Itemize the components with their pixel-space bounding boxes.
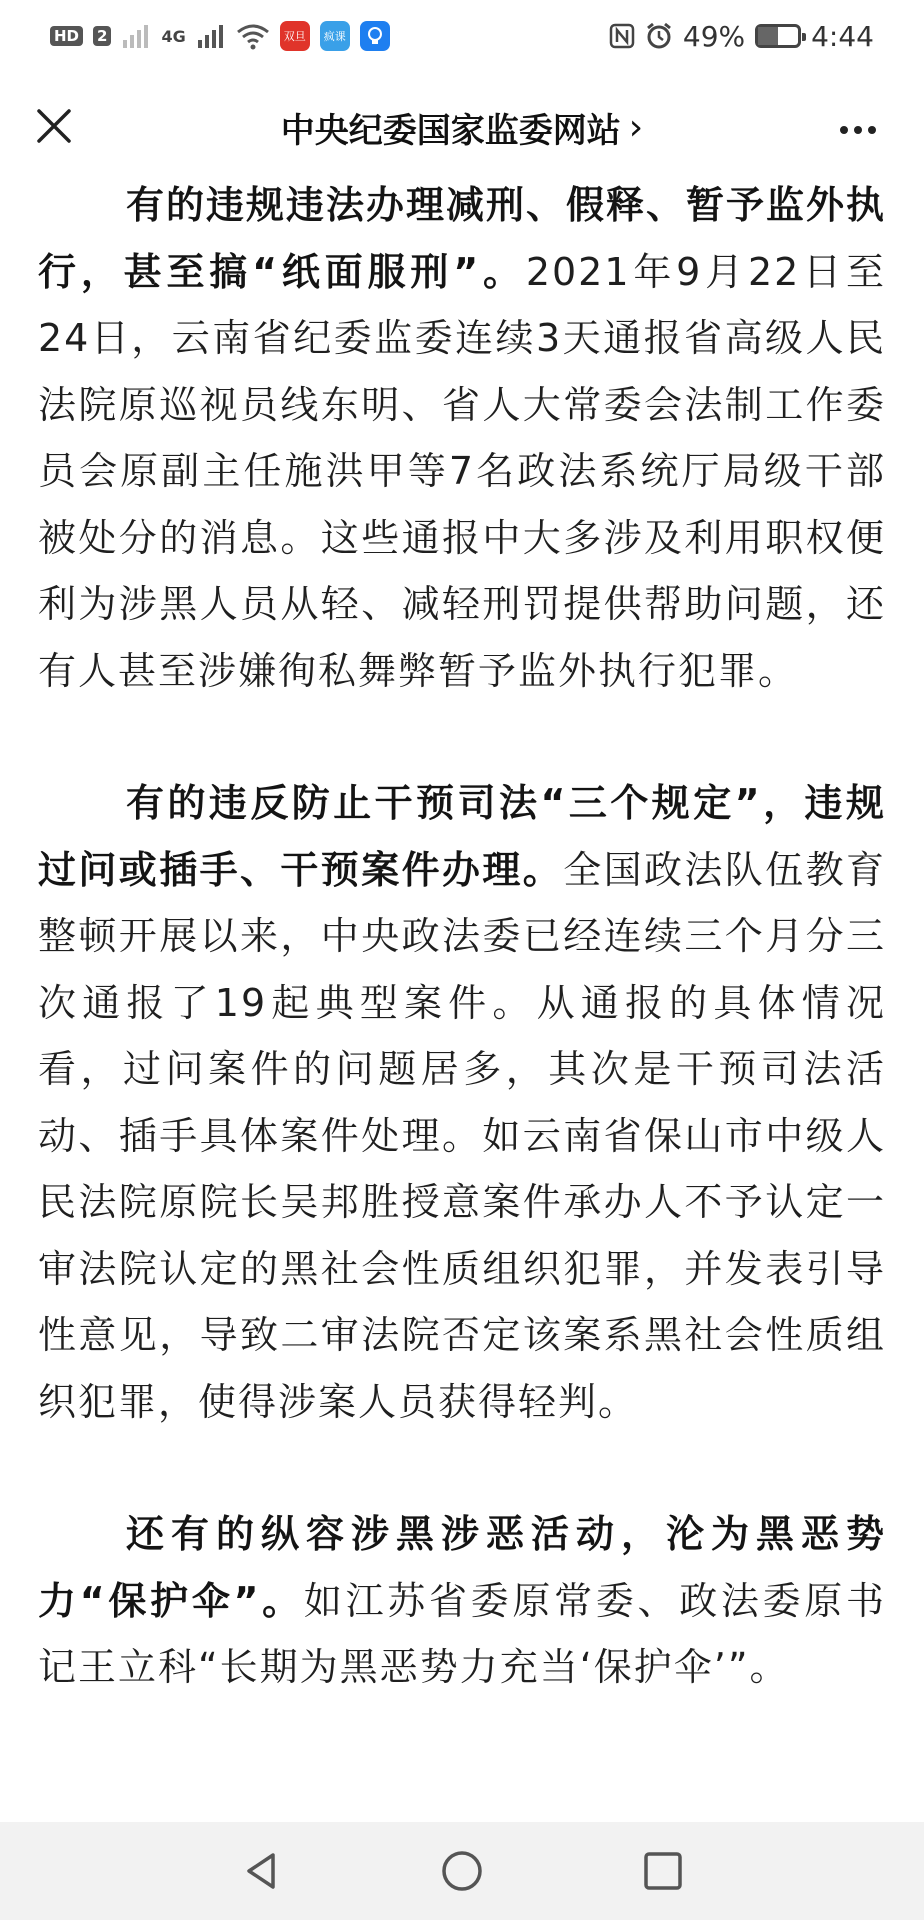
- paragraph-text: 全国政法队伍教育整顿开展以来，中央政法委已经连续三个月分三次通报了19起典型案件。从通报的具体情况看，过问案件的问题居多，其次是干预司法活动、插手具体案件处理。如云南省保山市中级人民法院原院长吴邦胜授意案件承办人不予认定一审法院认定的黑社会性质组织犯罪，并发表引导性意见，导致二审法院否定该案系黑社会性质组织犯罪，使得涉案人员获得轻判。: [38, 847, 886, 1424]
- back-button[interactable]: [231, 1841, 291, 1901]
- more-dot-icon: [854, 126, 862, 134]
- wifi-icon: [236, 22, 270, 50]
- hd-indicator: HD: [50, 26, 83, 46]
- more-dot-icon: [840, 126, 848, 134]
- app-notification-icon: 双旦: [280, 21, 310, 51]
- article-paragraph: [38, 172, 886, 704]
- recents-square-icon: [641, 1849, 685, 1893]
- article-body: [38, 172, 886, 1767]
- sim-indicator: 2: [93, 26, 111, 46]
- nfc-icon: [609, 23, 635, 49]
- clock-time: 4:44: [811, 19, 874, 53]
- recents-button[interactable]: [633, 1841, 693, 1901]
- network-type-label: 4G: [161, 26, 186, 46]
- battery-fill: [758, 27, 778, 45]
- back-triangle-icon: [239, 1849, 283, 1893]
- home-button[interactable]: [432, 1841, 492, 1901]
- article-paragraph: [38, 770, 886, 1435]
- more-options-button[interactable]: [828, 100, 888, 160]
- article-paragraph: [38, 1501, 886, 1701]
- nav-bar: [0, 72, 924, 182]
- status-right-icons: [609, 20, 874, 53]
- page-title: 中央纪委国家监委网站: [280, 110, 621, 151]
- paragraph-lead-bold: 还有的纵容涉黑涉恶活动，沦为黑恶势力“保护伞”。: [38, 1512, 886, 1623]
- chevron-right-icon: ›: [628, 106, 644, 148]
- paragraph-lead-bold: 有的违规违法办理减刑、假释、暂予监外执行，甚至搞“纸面服刑”。: [38, 183, 887, 294]
- more-dot-icon: [868, 126, 876, 134]
- lightbulb-app-icon: [360, 21, 390, 51]
- account-title-link[interactable]: [180, 72, 744, 182]
- course-app-icon: 疯课: [320, 21, 350, 51]
- paragraph-lead-bold: 有的违反防止干预司法“三个规定”，违规过问或插手、干预案件办理。: [38, 781, 886, 892]
- close-button[interactable]: [22, 94, 86, 158]
- paragraph-text: 2021年9月22日至24日，云南省纪委监委连续3天通报省高级人民法院原巡视员线东明、省人大常委会法制工作委员会原副主任施洪甲等7名政法系统厅局级干部被处分的消息。这些通报中大多涉及利用职权便利为涉黑人员从轻、减轻刑罚提供帮助问题，还有人甚至涉嫌徇私舞弊暂予监外执行犯罪。: [38, 249, 886, 693]
- home-circle-icon: [440, 1849, 484, 1893]
- status-bar: [0, 0, 924, 72]
- paragraph-text: 如江苏省委原常委、政法委原书记王立科“长期为黑恶势力充当‘保护伞’”。: [38, 1578, 886, 1689]
- battery-icon: [755, 24, 801, 48]
- signal-icon: [121, 22, 151, 50]
- system-nav-bar: [0, 1822, 924, 1920]
- close-icon: [36, 108, 72, 144]
- signal-strength-icon: [196, 22, 226, 50]
- alarm-icon: [645, 22, 673, 50]
- status-left-icons: [50, 21, 390, 51]
- battery-percent: 49%: [682, 19, 746, 53]
